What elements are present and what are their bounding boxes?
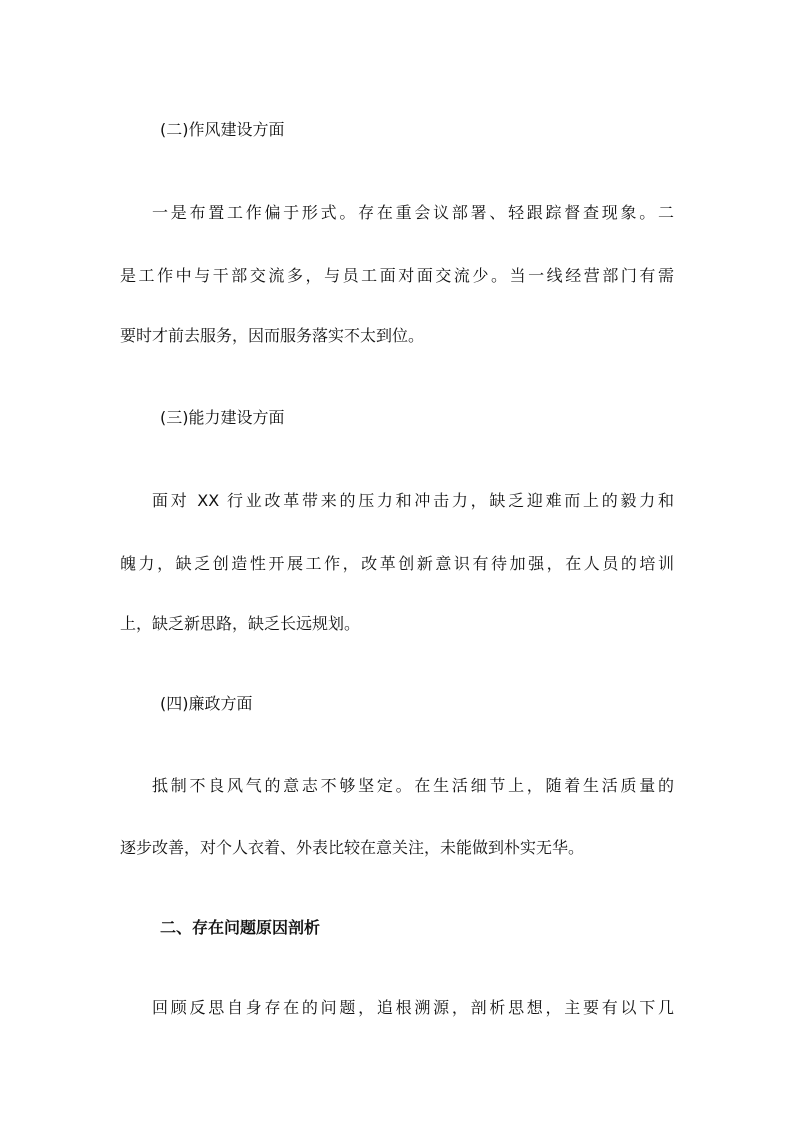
paragraph-line: 面对 XX 行业改革带来的压力和冲击力，缺乏迎难而上的毅力和 bbox=[152, 491, 674, 510]
section-heading-work-style: (二)作风建设方面 bbox=[160, 120, 285, 139]
paragraph-line: 逐步改善，对个人衣着、外表比较在意关注，未能做到朴实无华。 bbox=[120, 838, 585, 857]
paragraph-line: 抵制不良风气的意志不够坚定。在生活细节上，随着生活质量的 bbox=[152, 776, 674, 795]
paragraph-line: 回顾反思自身存在的问题，追根溯源，剖析思想，主要有以下几 bbox=[152, 998, 674, 1017]
paragraph-line: 魄力，缺乏创造性开展工作，改革创新意识有待加强，在人员的培训 bbox=[120, 554, 674, 573]
paragraph-line: 一是布置工作偏于形式。存在重会议部署、轻跟踪督查现象。二 bbox=[152, 203, 674, 222]
paragraph-line: 要时才前去服务，因而服务落实不太到位。 bbox=[120, 326, 425, 345]
section-heading-integrity: (四)廉政方面 bbox=[160, 694, 253, 713]
paragraph-line: 是工作中与干部交流多，与员工面对面交流少。当一线经营部门有需 bbox=[120, 266, 674, 285]
section-heading-cause-analysis: 二、存在问题原因剖析 bbox=[160, 918, 321, 937]
section-heading-capability: (三)能力建设方面 bbox=[160, 408, 285, 427]
paragraph-line: 上，缺乏新思路，缺乏长远规划。 bbox=[120, 614, 361, 633]
